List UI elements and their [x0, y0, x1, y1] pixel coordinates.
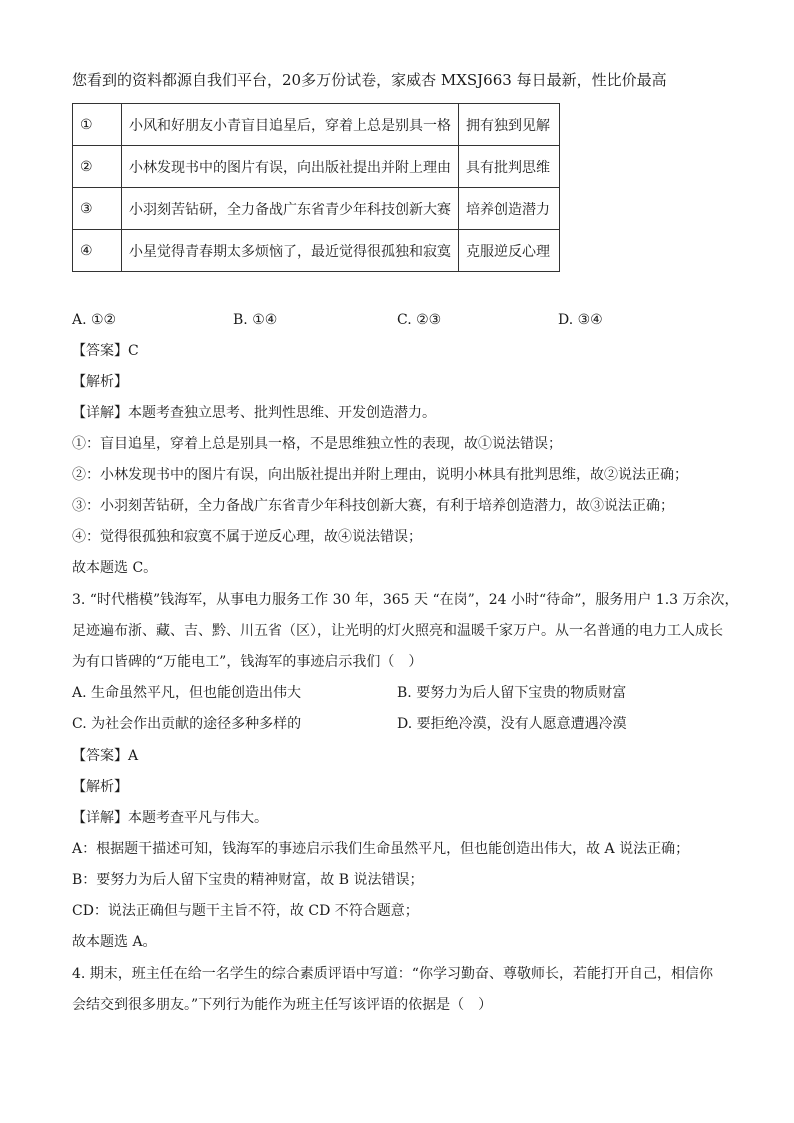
q2-answer: 【答案】C [72, 343, 139, 359]
table-row [73, 146, 560, 188]
row-label: 培养创造潜力 [459, 188, 560, 230]
q2-option-d: D. ③④ [558, 312, 603, 328]
q3-detail-line: A：根据题干描述可知，钱海军的事迹启示我们生命虽然平凡，但也能创造出伟大，故 A 说法正确； [72, 841, 690, 857]
q3-stem-line: 为有口皆碑的“万能电工”，钱海军的事迹启示我们（ ） [72, 654, 423, 670]
row-label: 拥有独到见解 [459, 104, 560, 146]
promo-header-text: 您看到的资料都源自我们平台，20多万份试卷，家威杏 MXSJ663 每日最新，性比价最高 [72, 71, 667, 89]
q2-option-c: C. ②③ [397, 312, 442, 328]
q3-detail-line: 【详解】本题考查平凡与伟大。 [72, 810, 268, 826]
q2-conclusion: 故本题选 C。 [72, 560, 158, 576]
row-statement: 小风和好朋友小青盲目追星后，穿着上总是别具一格 [122, 104, 459, 146]
q2-detail-line: ②：小林发现书中的图片有误，向出版社提出并附上理由，说明小林具有批判思维，故②说法正确； [72, 467, 688, 483]
q2-option-b: B. ①④ [233, 312, 278, 328]
q3-option-b: B. 要努力为后人留下宝贵的物质财富 [397, 685, 627, 701]
row-statement: 小林发现书中的图片有误，向出版社提出并附上理由 [122, 146, 459, 188]
row-number: ① [73, 104, 122, 146]
table-row [73, 104, 560, 146]
q3-analysis-heading: 【解析】 [72, 779, 128, 795]
q3-stem-line: 3. “时代楷模”钱海军，从事电力服务工作 30 年，365 天 “在岗”，24 小时“待命”，服务用户 1.3 万余次， [72, 592, 739, 608]
row-number: ② [73, 146, 122, 188]
q2-detail-line: ④：觉得很孤独和寂寞不属于逆反心理，故④说法错误； [72, 529, 422, 545]
q2-analysis-heading: 【解析】 [72, 374, 128, 390]
table-row [73, 230, 560, 272]
q2-detail-line: 【详解】本题考查独立思考、批判性思维、开发创造潜力。 [72, 405, 436, 421]
q3-option-c: C. 为社会作出贡献的途径多种多样的 [72, 716, 302, 732]
q3-detail-line: B：要努力为后人留下宝贵的精神财富，故 B 说法错误； [72, 872, 424, 888]
q2-option-a: A. ①② [72, 312, 117, 328]
q2-detail-line: ③：小羽刻苦钻研，全力备战广东省青少年科技创新大赛，有利于培养创造潜力，故③说法正确； [72, 498, 674, 514]
row-statement: 小星觉得青春期太多烦恼了，最近觉得很孤独和寂寞 [122, 230, 459, 272]
q3-answer: 【答案】A [72, 748, 139, 764]
q3-option-a: A. 生命虽然平凡，但也能创造出伟大 [72, 685, 302, 701]
row-label: 具有批判思维 [459, 146, 560, 188]
statement-table [72, 103, 560, 272]
row-statement: 小羽刻苦钻研，全力备战广东省青少年科技创新大赛 [122, 188, 459, 230]
q2-detail-line: ①：盲目追星，穿着上总是别具一格，不是思维独立性的表现，故①说法错误； [72, 436, 562, 452]
table-row [73, 188, 560, 230]
q3-conclusion: 故本题选 A。 [72, 934, 157, 950]
q4-stem-line: 4. 期末，班主任在给一名学生的综合素质评语中写道：“你学习勤奋、尊敬师长，若能打开自己，相信你 [72, 966, 713, 982]
q3-detail-line: CD：说法正确但与题干主旨不符，故 CD 不符合题意； [72, 903, 419, 919]
row-number: ④ [73, 230, 122, 272]
q3-stem-line: 足迹遍布浙、藏、吉、黔、川五省（区），让光明的灯火照亮和温暖千家万户。从一名普通的电力工人成长 [72, 623, 723, 639]
row-number: ③ [73, 188, 122, 230]
row-label: 克服逆反心理 [459, 230, 560, 272]
q3-option-d: D. 要拒绝冷漠，没有人愿意遭遇冷漠 [397, 716, 627, 732]
q4-stem-line: 会结交到很多朋友。”下列行为能作为班主任写该评语的依据是（ ） [72, 997, 493, 1013]
